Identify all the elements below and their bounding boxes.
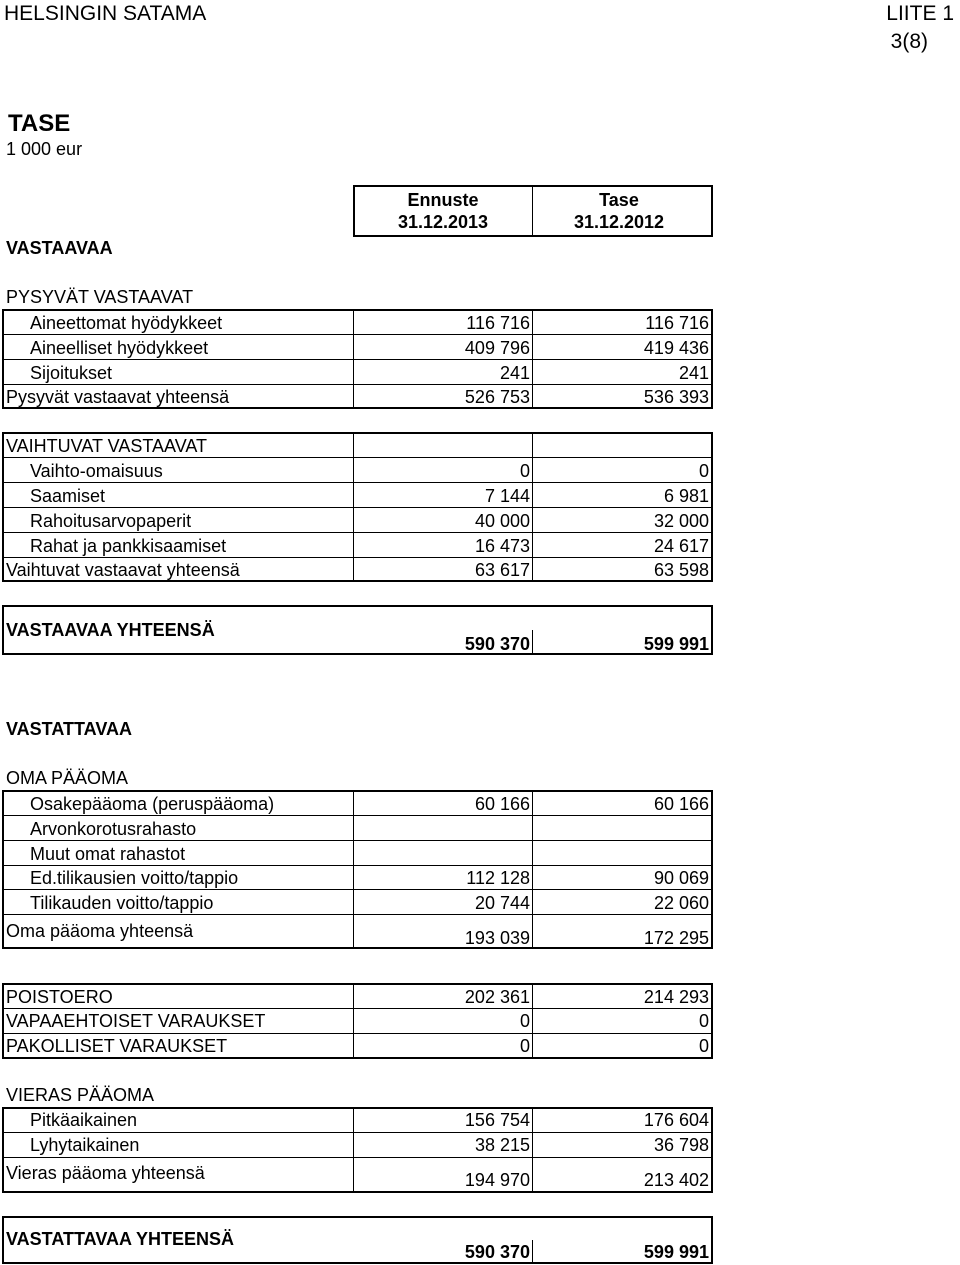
row-divider	[3, 889, 712, 890]
table-cell: 241	[678, 363, 709, 383]
liabilities-total-label: VASTATTAVAA YHTEENSÄ	[6, 1229, 235, 1249]
subtotal-cell: 213 402	[643, 1170, 709, 1190]
liabilities-total-cell: 590 370	[464, 1242, 530, 1262]
table-cell: 0	[519, 1011, 530, 1031]
table-cell: 0	[698, 461, 709, 481]
unit-label: 1 000 eur	[6, 139, 83, 159]
liabilities-total-cell: 599 991	[643, 1242, 709, 1262]
subtotal-label: Oma pääoma yhteensä	[6, 921, 194, 941]
table-cell: 7 144	[484, 486, 530, 506]
assets-total-label: VASTAAVAA YHTEENSÄ	[6, 620, 215, 640]
table-row-label: Osakepääoma (peruspääoma)	[30, 794, 275, 814]
liabilities-heading: VASTATTAVAA	[6, 719, 132, 739]
table-row-label: VAPAAEHTOISET VARAUKSET	[6, 1011, 266, 1031]
table-cell: 419 436	[643, 338, 709, 358]
table-cell: 36 798	[653, 1135, 709, 1155]
debt-heading: VIERAS PÄÄOMA	[6, 1085, 155, 1105]
column-divider	[532, 186, 533, 236]
page-title: TASE	[8, 110, 71, 137]
table-row-label: Sijoitukset	[30, 363, 113, 383]
forecast-column-date: 31.12.2013	[397, 212, 489, 232]
assets-heading: VASTAAVAA	[6, 238, 113, 258]
equity-heading: OMA PÄÄOMA	[6, 768, 129, 788]
table-row-label: Lyhytaikainen	[30, 1135, 140, 1155]
table-cell: 60 166	[653, 794, 709, 814]
table-row-label: POISTOERO	[6, 987, 113, 1007]
subtotal-label: Pysyvät vastaavat yhteensä	[6, 387, 230, 407]
table-cell: 116 716	[466, 313, 530, 333]
table-cell: 409 796	[464, 338, 530, 358]
table-cell: 24 617	[653, 536, 709, 556]
column-divider	[353, 1108, 354, 1192]
table-cell: 90 069	[653, 868, 709, 888]
current-assets-heading: VAIHTUVAT VASTAAVAT	[6, 436, 208, 456]
table-cell: 176 604	[643, 1110, 709, 1130]
table-cell: 40 000	[474, 511, 530, 531]
fixed-assets-heading: PYSYVÄT VASTAAVAT	[6, 287, 194, 307]
table-cell: 20 744	[474, 893, 530, 913]
row-divider	[3, 532, 712, 533]
table-row-label: Saamiset	[30, 486, 106, 506]
row-divider	[3, 384, 712, 385]
subtotal-cell: 63 617	[474, 560, 530, 580]
column-divider	[532, 984, 533, 1058]
table-cell: 202 361	[464, 987, 530, 1007]
table-row-label: Rahat ja pankkisaamiset	[30, 536, 227, 556]
table-cell: 6 981	[663, 486, 709, 506]
subtotal-label: Vieras pääoma yhteensä	[6, 1163, 205, 1183]
row-divider	[3, 1157, 712, 1158]
row-divider	[3, 1132, 712, 1133]
table-cell: 116 716	[645, 313, 709, 333]
appendix-label: LIITE 1	[886, 2, 954, 25]
table-cell: 0	[519, 461, 530, 481]
table-cell: 241	[499, 363, 530, 383]
column-divider	[532, 1240, 533, 1263]
assets-total-cell: 590 370	[464, 634, 530, 654]
row-divider	[3, 914, 712, 915]
subtotal-cell: 194 970	[464, 1170, 530, 1190]
column-divider	[532, 1108, 533, 1192]
table-cell: 214 293	[643, 987, 709, 1007]
balance-column-date: 31.12.2012	[573, 212, 665, 232]
table-cell: 0	[698, 1011, 709, 1031]
table-row-label: Ed.tilikausien voitto/tappio	[30, 868, 239, 888]
table-cell: 0	[698, 1036, 709, 1056]
balance-column-label: Tase	[599, 190, 639, 210]
page-number: 3(8)	[890, 30, 928, 53]
table-cell: 156 754	[464, 1110, 530, 1130]
table-cell: 32 000	[653, 511, 709, 531]
table-row-label: Arvonkorotusrahasto	[30, 819, 197, 839]
table-row-label: PAKOLLISET VARAUKSET	[6, 1036, 228, 1056]
table-row-label: Aineettomat hyödykkeet	[30, 313, 223, 333]
table-cell: 16 473	[474, 536, 530, 556]
row-divider	[3, 840, 712, 841]
row-divider	[3, 334, 712, 335]
table-cell: 38 215	[474, 1135, 530, 1155]
row-divider	[3, 865, 712, 866]
table-row-label: Tilikauden voitto/tappio	[30, 893, 214, 913]
row-divider	[3, 359, 712, 360]
subtotal-cell: 172 295	[643, 928, 709, 948]
table-cell: 22 060	[653, 893, 709, 913]
column-divider	[353, 984, 354, 1058]
row-divider	[3, 507, 712, 508]
table-row-label: Aineelliset hyödykkeet	[30, 338, 209, 358]
table-row-label: Vaihto-omaisuus	[30, 461, 163, 481]
organization-name: HELSINGIN SATAMA	[4, 2, 207, 25]
subtotal-cell: 536 393	[643, 387, 709, 407]
subtotal-label: Vaihtuvat vastaavat yhteensä	[6, 560, 240, 580]
row-divider	[3, 1033, 712, 1034]
subtotal-cell: 63 598	[653, 560, 709, 580]
assets-total-cell: 599 991	[643, 634, 709, 654]
table-cell: 60 166	[474, 794, 530, 814]
table-row-label: Rahoitusarvopaperit	[30, 511, 192, 531]
row-divider	[3, 457, 712, 458]
table-row-label: Muut omat rahastot	[30, 844, 186, 864]
row-divider	[3, 482, 712, 483]
table-row-label: Pitkäaikainen	[30, 1110, 138, 1130]
forecast-column-label: Ennuste	[407, 190, 479, 210]
column-divider	[532, 630, 533, 654]
table-cell: 0	[519, 1036, 530, 1056]
table-cell: 112 128	[466, 868, 530, 888]
row-divider	[3, 557, 712, 558]
row-divider	[3, 815, 712, 816]
subtotal-cell: 193 039	[464, 928, 530, 948]
row-divider	[3, 1008, 712, 1009]
subtotal-cell: 526 753	[464, 387, 530, 407]
